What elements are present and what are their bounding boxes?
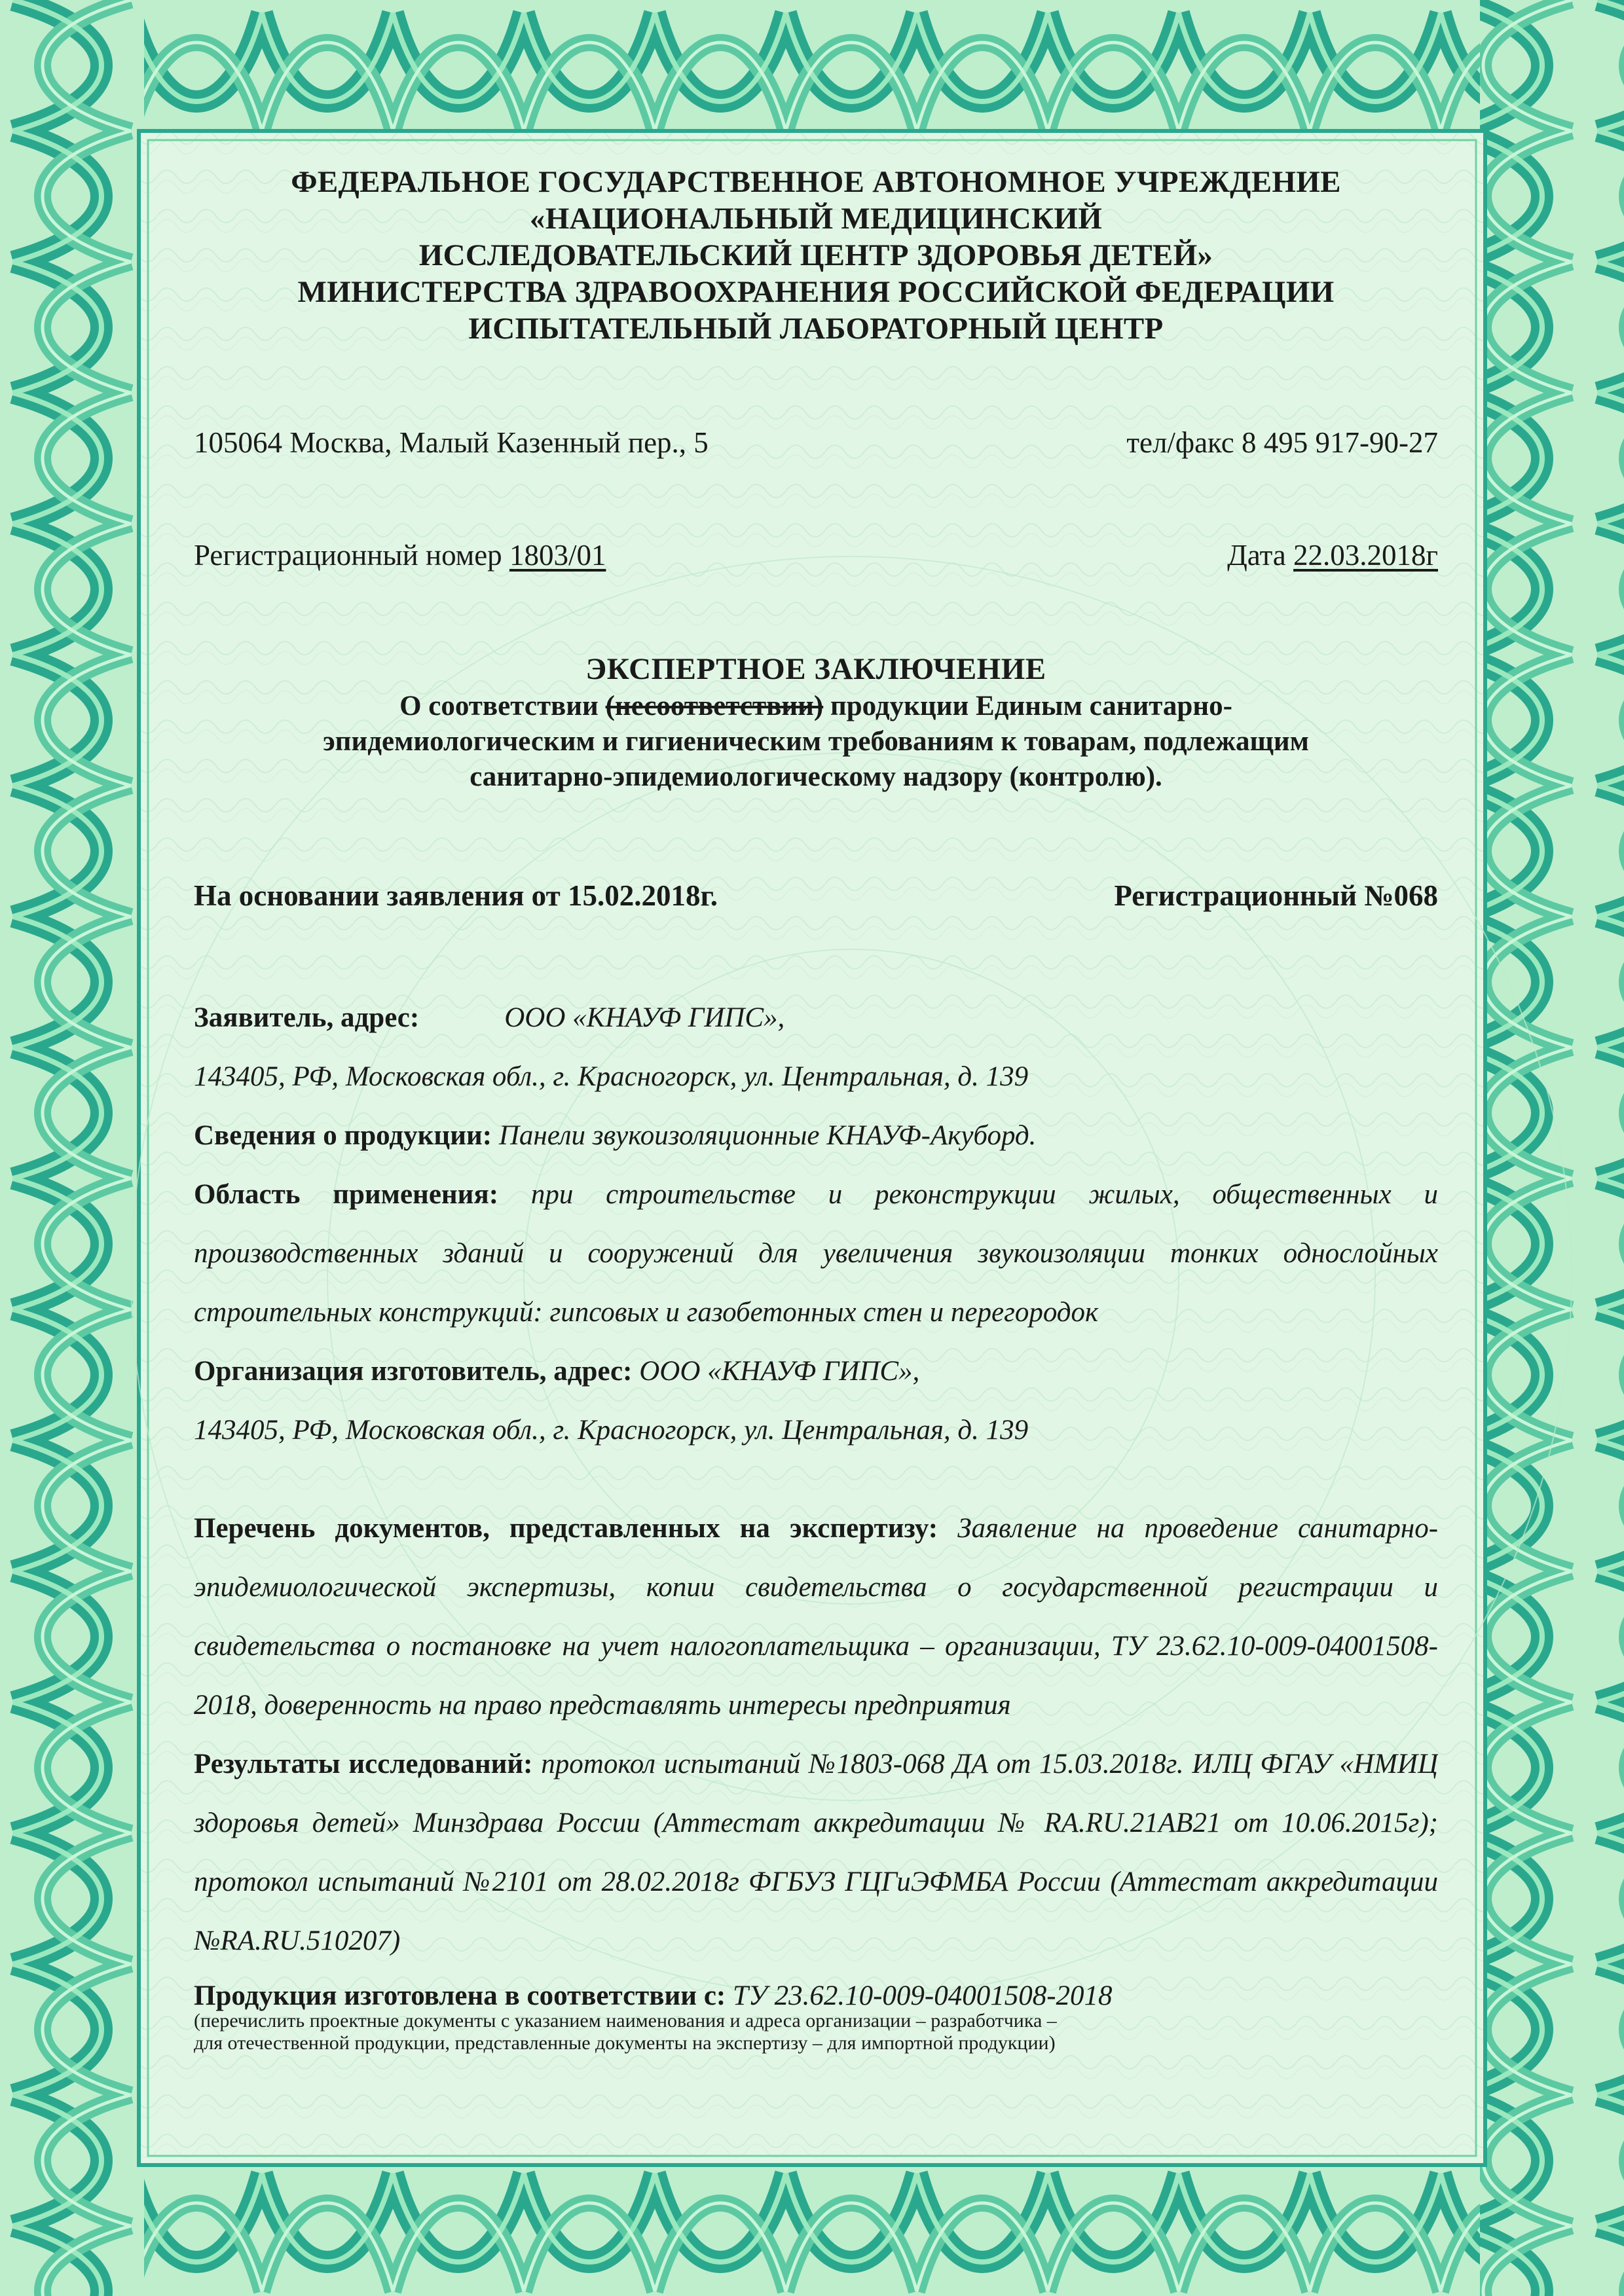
- section-spacer: [194, 1460, 1438, 1499]
- details-section: [194, 989, 1438, 2054]
- subtitle-prefix: О соответствии: [399, 691, 599, 721]
- applicant-line: [194, 989, 1438, 1048]
- registration-number-label: Регистрационный номер: [194, 539, 502, 572]
- made-note-line: (перечислить проектные документы с указанием наименования и адреса организации – разработчика –: [194, 2010, 1057, 2032]
- header-line: ИССЛЕДОВАТЕЛЬСКИЙ ЦЕНТР ЗДОРОВЬЯ ДЕТЕЙ»: [418, 238, 1213, 272]
- document-subtitle-line: санитарно-эпидемиологическому надзору (контролю).: [470, 761, 1162, 792]
- manufacturer-name: ООО «КНАУФ ГИПС»,: [639, 1356, 920, 1387]
- application-reg-number: Регистрационный №068: [1114, 879, 1438, 912]
- results-value: протокол испытаний №1803-068 ДА от 15.03.2018г. ИЛЦ ФГАУ «НМИЦ здоровья детей» Минздрава России (Аттестат аккредитации № RA.RU.21АВ21 от 10.06.2015г); протокол испытаний №2101 от 28.02.2018г ФГБУЗ ГЦГиЭФМБА России (Аттестат аккредитации №RA.RU.510207): [194, 1749, 1438, 1956]
- made-value: ТУ 23.62.10-009-04001508-2018: [732, 1980, 1113, 2011]
- application-basis: На основании заявления от 15.02.2018г.: [194, 879, 718, 912]
- contacts-row: [194, 426, 1438, 460]
- header-line: ФЕДЕРАЛЬНОЕ ГОСУДАРСТВЕННОЕ АВТОНОМНОЕ УЧРЕЖДЕНИЕ: [291, 165, 1341, 199]
- registration-date: 22.03.2018г: [1293, 539, 1438, 572]
- conclusion-title-block: [194, 649, 1438, 795]
- registration-number-field: [194, 538, 606, 572]
- made-label: Продукция изготовлена в соответствии с:: [194, 1980, 726, 2011]
- manufacturer-label: Организация изготовитель, адрес:: [194, 1356, 633, 1387]
- org-phone: тел/факс 8 495 917-90-27: [1126, 426, 1438, 459]
- header-line: ИСПЫТАТЕЛЬНЫЙ ЛАБОРАТОРНЫЙ ЦЕНТР: [468, 312, 1164, 346]
- scope-value: при строительстве и реконструкции жилых, общественных и производственных зданий и сооружений для увеличения звукоизоляции тонких однослойных строительных конструкций: гипсовых и газобетонных стен и перегородок: [194, 1179, 1438, 1328]
- subtitle-struck-text: (несоответствии): [605, 691, 824, 721]
- documents-label: Перечень документов, представленных на экспертизу:: [194, 1513, 938, 1544]
- results-paragraph: [194, 1735, 1438, 1971]
- manufacturer-address: 143405, РФ, Московская обл., г. Красногорск, ул. Центральная, д. 139: [194, 1415, 1029, 1446]
- header-line: МИНИСТЕРСТВА ЗДРАВООХРАНЕНИЯ РОССИЙСКОЙ ФЕДЕРАЦИИ: [297, 275, 1335, 309]
- date-label: Дата: [1227, 539, 1286, 572]
- documents-paragraph: [194, 1499, 1438, 1735]
- scope-paragraph: [194, 1165, 1438, 1342]
- document-subtitle-line: эпидемиологическим и гигиеническим требованиям к товарам, подлежащим: [323, 726, 1309, 757]
- subtitle-rest: продукции Единым санитарно-: [830, 691, 1232, 721]
- registration-row: [194, 538, 1438, 572]
- organization-header: [194, 164, 1438, 347]
- documents-value: Заявление на проведение санитарно-эпидемиологической экспертизы, копии свидетельства о государственной регистрации и свидетельства о постановке на учет налогоплательщика – организации, ТУ 23.62.10-009-04001508-2018, доверенность на право представлять интересы предприятия: [194, 1513, 1438, 1721]
- document-title: ЭКСПЕРТНОЕ ЗАКЛЮЧЕНИЕ: [585, 652, 1046, 686]
- manufacturer-line: [194, 1342, 1438, 1401]
- registration-number: 1803/01: [509, 539, 606, 572]
- product-line: [194, 1106, 1438, 1165]
- results-label: Результаты исследований:: [194, 1749, 533, 1779]
- document-subtitle-line: [194, 689, 1438, 724]
- org-address: 105064 Москва, Малый Казенный пер., 5: [194, 426, 709, 459]
- document-body: [194, 164, 1438, 2062]
- basis-row: [194, 879, 1438, 913]
- registration-date-field: [1227, 538, 1438, 572]
- header-line: «НАЦИОНАЛЬНЫЙ МЕДИЦИНСКИЙ: [529, 202, 1103, 236]
- made-note-line: для отечественной продукции, представленные документы на экспертизу – для импортной продукции): [194, 2032, 1056, 2054]
- applicant-name: ООО «КНАУФ ГИПС»,: [504, 1002, 785, 1033]
- product-label: Сведения о продукции:: [194, 1120, 492, 1151]
- scope-label: Область применения:: [194, 1179, 499, 1210]
- applicant-label: Заявитель, адрес:: [194, 1002, 420, 1033]
- product-value: Панели звукоизоляционные КНАУФ-Акуборд.: [498, 1120, 1037, 1151]
- applicant-address: 143405, РФ, Московская обл., г. Красногорск, ул. Центральная, д. 139: [194, 1061, 1029, 1092]
